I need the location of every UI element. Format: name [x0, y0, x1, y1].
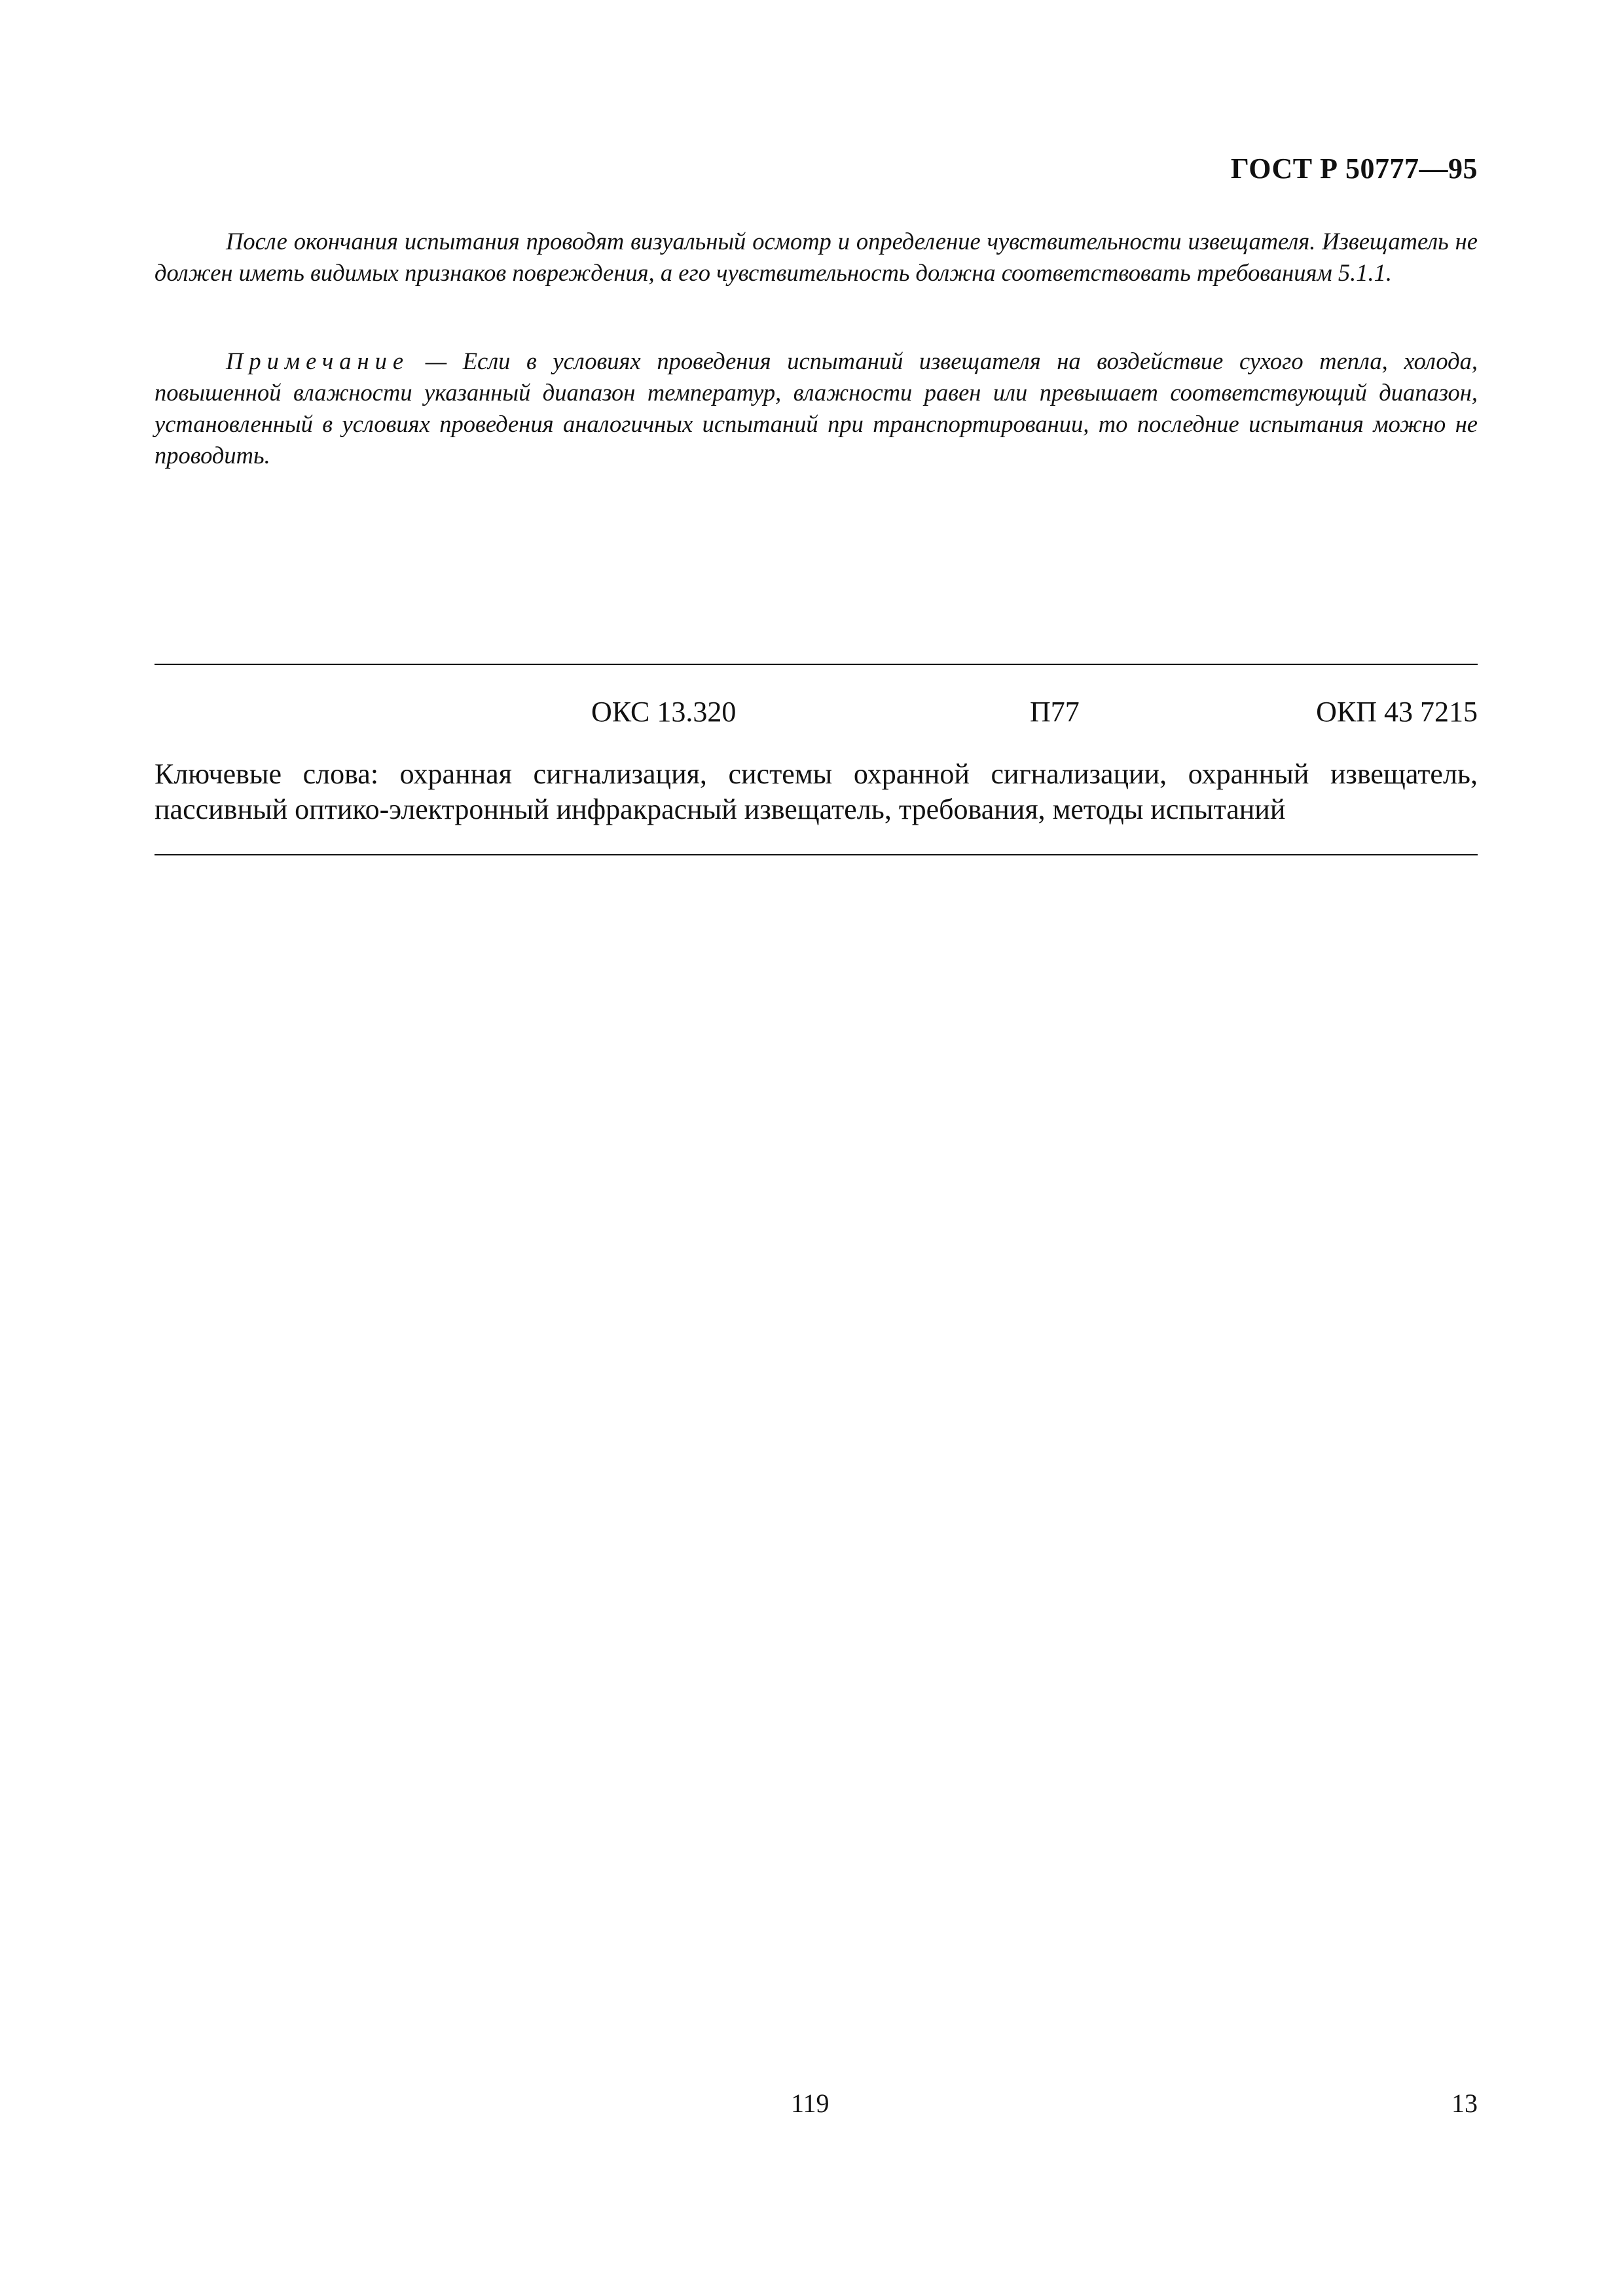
divider-top [155, 664, 1478, 665]
group-code: П77 [1030, 696, 1080, 728]
keywords-block [155, 757, 1478, 827]
note-text: — Если в условиях проведения испытаний извещателя на воздействие сухого тепла, холода, повышенной влажности указанный диапазон температур, влажности равен или превышает соответствующий диапазон, установленный в условиях проведения аналогичных испытаний при транспортировании, то последние испытания можно не проводить. [155, 348, 1478, 469]
keywords-line-1: Ключевые слова: охранная сигнализация, системы охранной сигнализации, охранный извещатель, [155, 758, 1478, 790]
keywords-line-2: пассивный оптико-электронный инфракрасный извещатель, требования, методы испытаний [155, 793, 1286, 825]
okp-code: ОКП 43 7215 [1316, 696, 1478, 728]
document-code: ГОСТ Р 50777—95 [1230, 152, 1478, 185]
oks-code: ОКС 13.320 [591, 696, 737, 728]
paragraph-note [155, 346, 1478, 471]
note-label: Примечание [226, 348, 410, 374]
page-number-center: 119 [791, 2089, 830, 2118]
paragraph-test-result: После окончания испытания проводят визуальный осмотр и определение чувствительности извещателя. Извещатель не должен иметь видимых признаков повреждения, а его чувствительность должна соответствовать требованиям 5.1.1. [155, 228, 1478, 286]
page-number-right: 13 [1451, 2089, 1478, 2118]
divider-bottom [155, 854, 1478, 855]
